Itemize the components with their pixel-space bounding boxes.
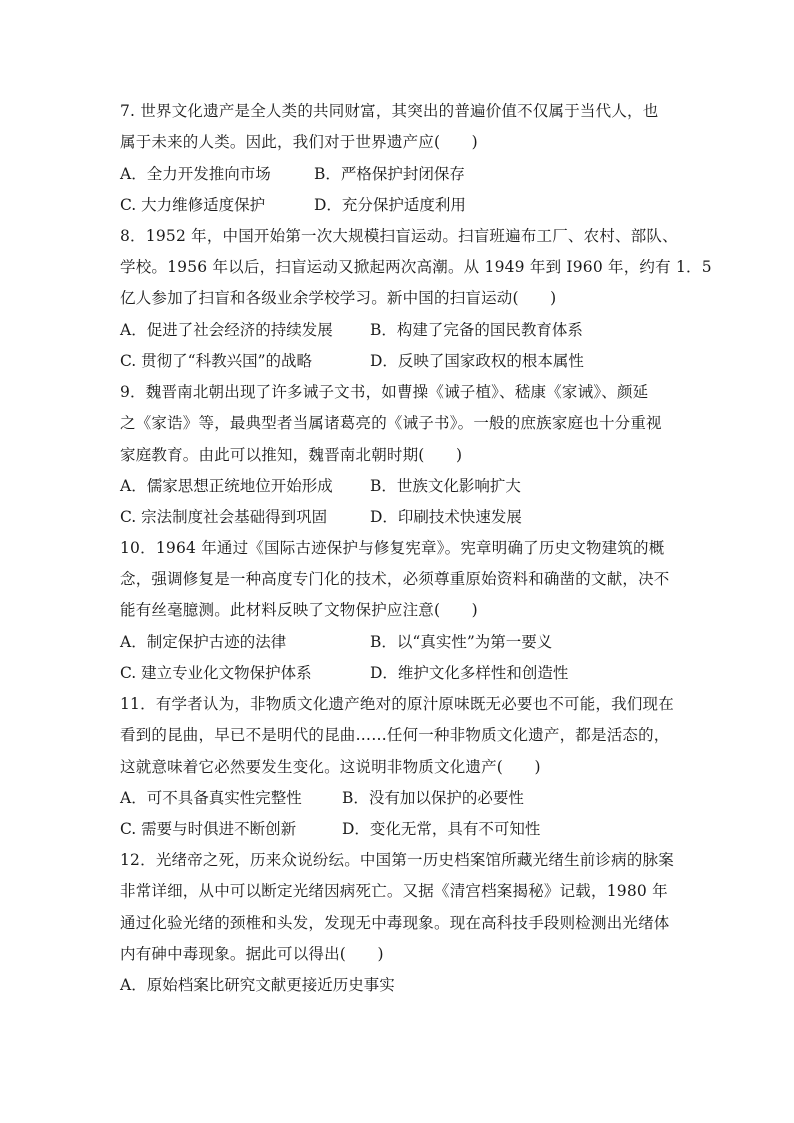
option-d: D．变化无常，具有不可知性 (342, 820, 541, 838)
question-11-line-3: 这就意味着它必然要发生变化。这说明非物质文化遗产( ) (120, 758, 541, 776)
option-b: B．世族文化影响扩大 (370, 477, 521, 495)
option-b: B．构建了完备的国民教育体系 (370, 321, 583, 339)
option-d: D．维护文化多样性和创造性 (370, 664, 569, 682)
option-b: B．以“真实性”为第一要义 (370, 633, 553, 651)
question-9-line-3: 家庭教育。由此可以推知，魏晋南北朝时期( ) (120, 446, 463, 464)
question-10-line-3: 能有丝毫臆测。此材料反映了文物保护应注意( ) (120, 601, 478, 619)
option-a: A．制定保护古迹的法律 (120, 633, 287, 651)
question-10-line-2: 念，强调修复是一种高度专门化的技术，必须尊重原始资料和确凿的文献，决不 (120, 570, 670, 588)
option-c: C. 贯彻了“科教兴国”的战略 (120, 352, 313, 370)
option-c: C. 宗法制度社会基础得到巩固 (120, 508, 328, 526)
question-12-line-1: 12．光绪帝之死，历来众说纷纭。中国第一历史档案馆所藏光绪生前诊病的脉案 (120, 851, 674, 869)
option-b: B．严格保护封闭保存 (314, 165, 465, 183)
question-12-line-4: 内有砷中毒现象。据此可以得出( ) (120, 945, 384, 963)
question-8-line-1: 8．1952 年，中国开始第一次大规模扫盲运动。扫盲班遍布工厂、农村、部队、 (120, 227, 678, 245)
option-a: A．促进了社会经济的持续发展 (120, 321, 333, 339)
option-c: C. 建立专业化文物保护体系 (120, 664, 312, 682)
option-d: D．充分保护适度利用 (314, 196, 466, 214)
option-a: A．原始档案比研究文献更接近历史事实 (120, 976, 395, 994)
question-8-line-3: 亿人参加了扫盲和各级业余学校学习。新中国的扫盲运动( ) (120, 289, 557, 307)
question-7-line-1: 7. 世界文化遗产是全人类的共同财富，其突出的普遍价值不仅属于当代人，也 (120, 102, 659, 120)
question-9-line-1: 9．魏晋南北朝出现了许多诫子文书，如曹操《诫子植》、嵇康《家诫》、颜延 (120, 383, 649, 401)
question-12-line-3: 通过化验光绪的颈椎和头发，发现无中毒现象。现在高科技手段则检测出光绪体 (120, 914, 670, 932)
question-8-line-2: 学校。1956 年以后，扫盲运动又掀起两次高潮。从 1949 年到 I960 年，约有 1．5 (120, 258, 712, 276)
option-d: D．反映了国家政权的根本属性 (370, 352, 584, 370)
question-7-line-2: 属于未来的人类。因此，我们对于世界遗产应( ) (120, 133, 478, 151)
option-a: A．儒家思想正统地位开始形成 (120, 477, 333, 495)
question-9-line-2: 之《家诰》等，最典型者当属诸葛亮的《诫子书》。一般的庶族家庭也十分重视 (120, 414, 662, 432)
question-11-line-2: 看到的昆曲，早已不是明代的昆曲……任何一种非物质文化遗产，都是活态的， (120, 726, 670, 744)
question-12-line-2: 非常详细，从中可以断定光绪因病死亡。又据《清宫档案揭秘》记载，1980 年 (120, 882, 668, 900)
option-c: C. 大力维修适度保护 (120, 196, 266, 214)
option-c: C. 需要与时俱进不断创新 (120, 820, 297, 838)
option-b: B．没有加以保护的必要性 (342, 789, 524, 807)
option-d: D．印刷技术快速发展 (370, 508, 522, 526)
question-11-line-1: 11．有学者认为，非物质文化遗产绝对的原汁原味既无必要也不可能，我们现在 (120, 695, 674, 713)
option-a: A．全力开发推向市场 (120, 165, 271, 183)
question-10-line-1: 10．1964 年通过《国际古迹保护与修复宪章》。宪章明确了历史文物建筑的概 (120, 539, 665, 557)
option-a: A．可不具备真实性完整性 (120, 789, 302, 807)
